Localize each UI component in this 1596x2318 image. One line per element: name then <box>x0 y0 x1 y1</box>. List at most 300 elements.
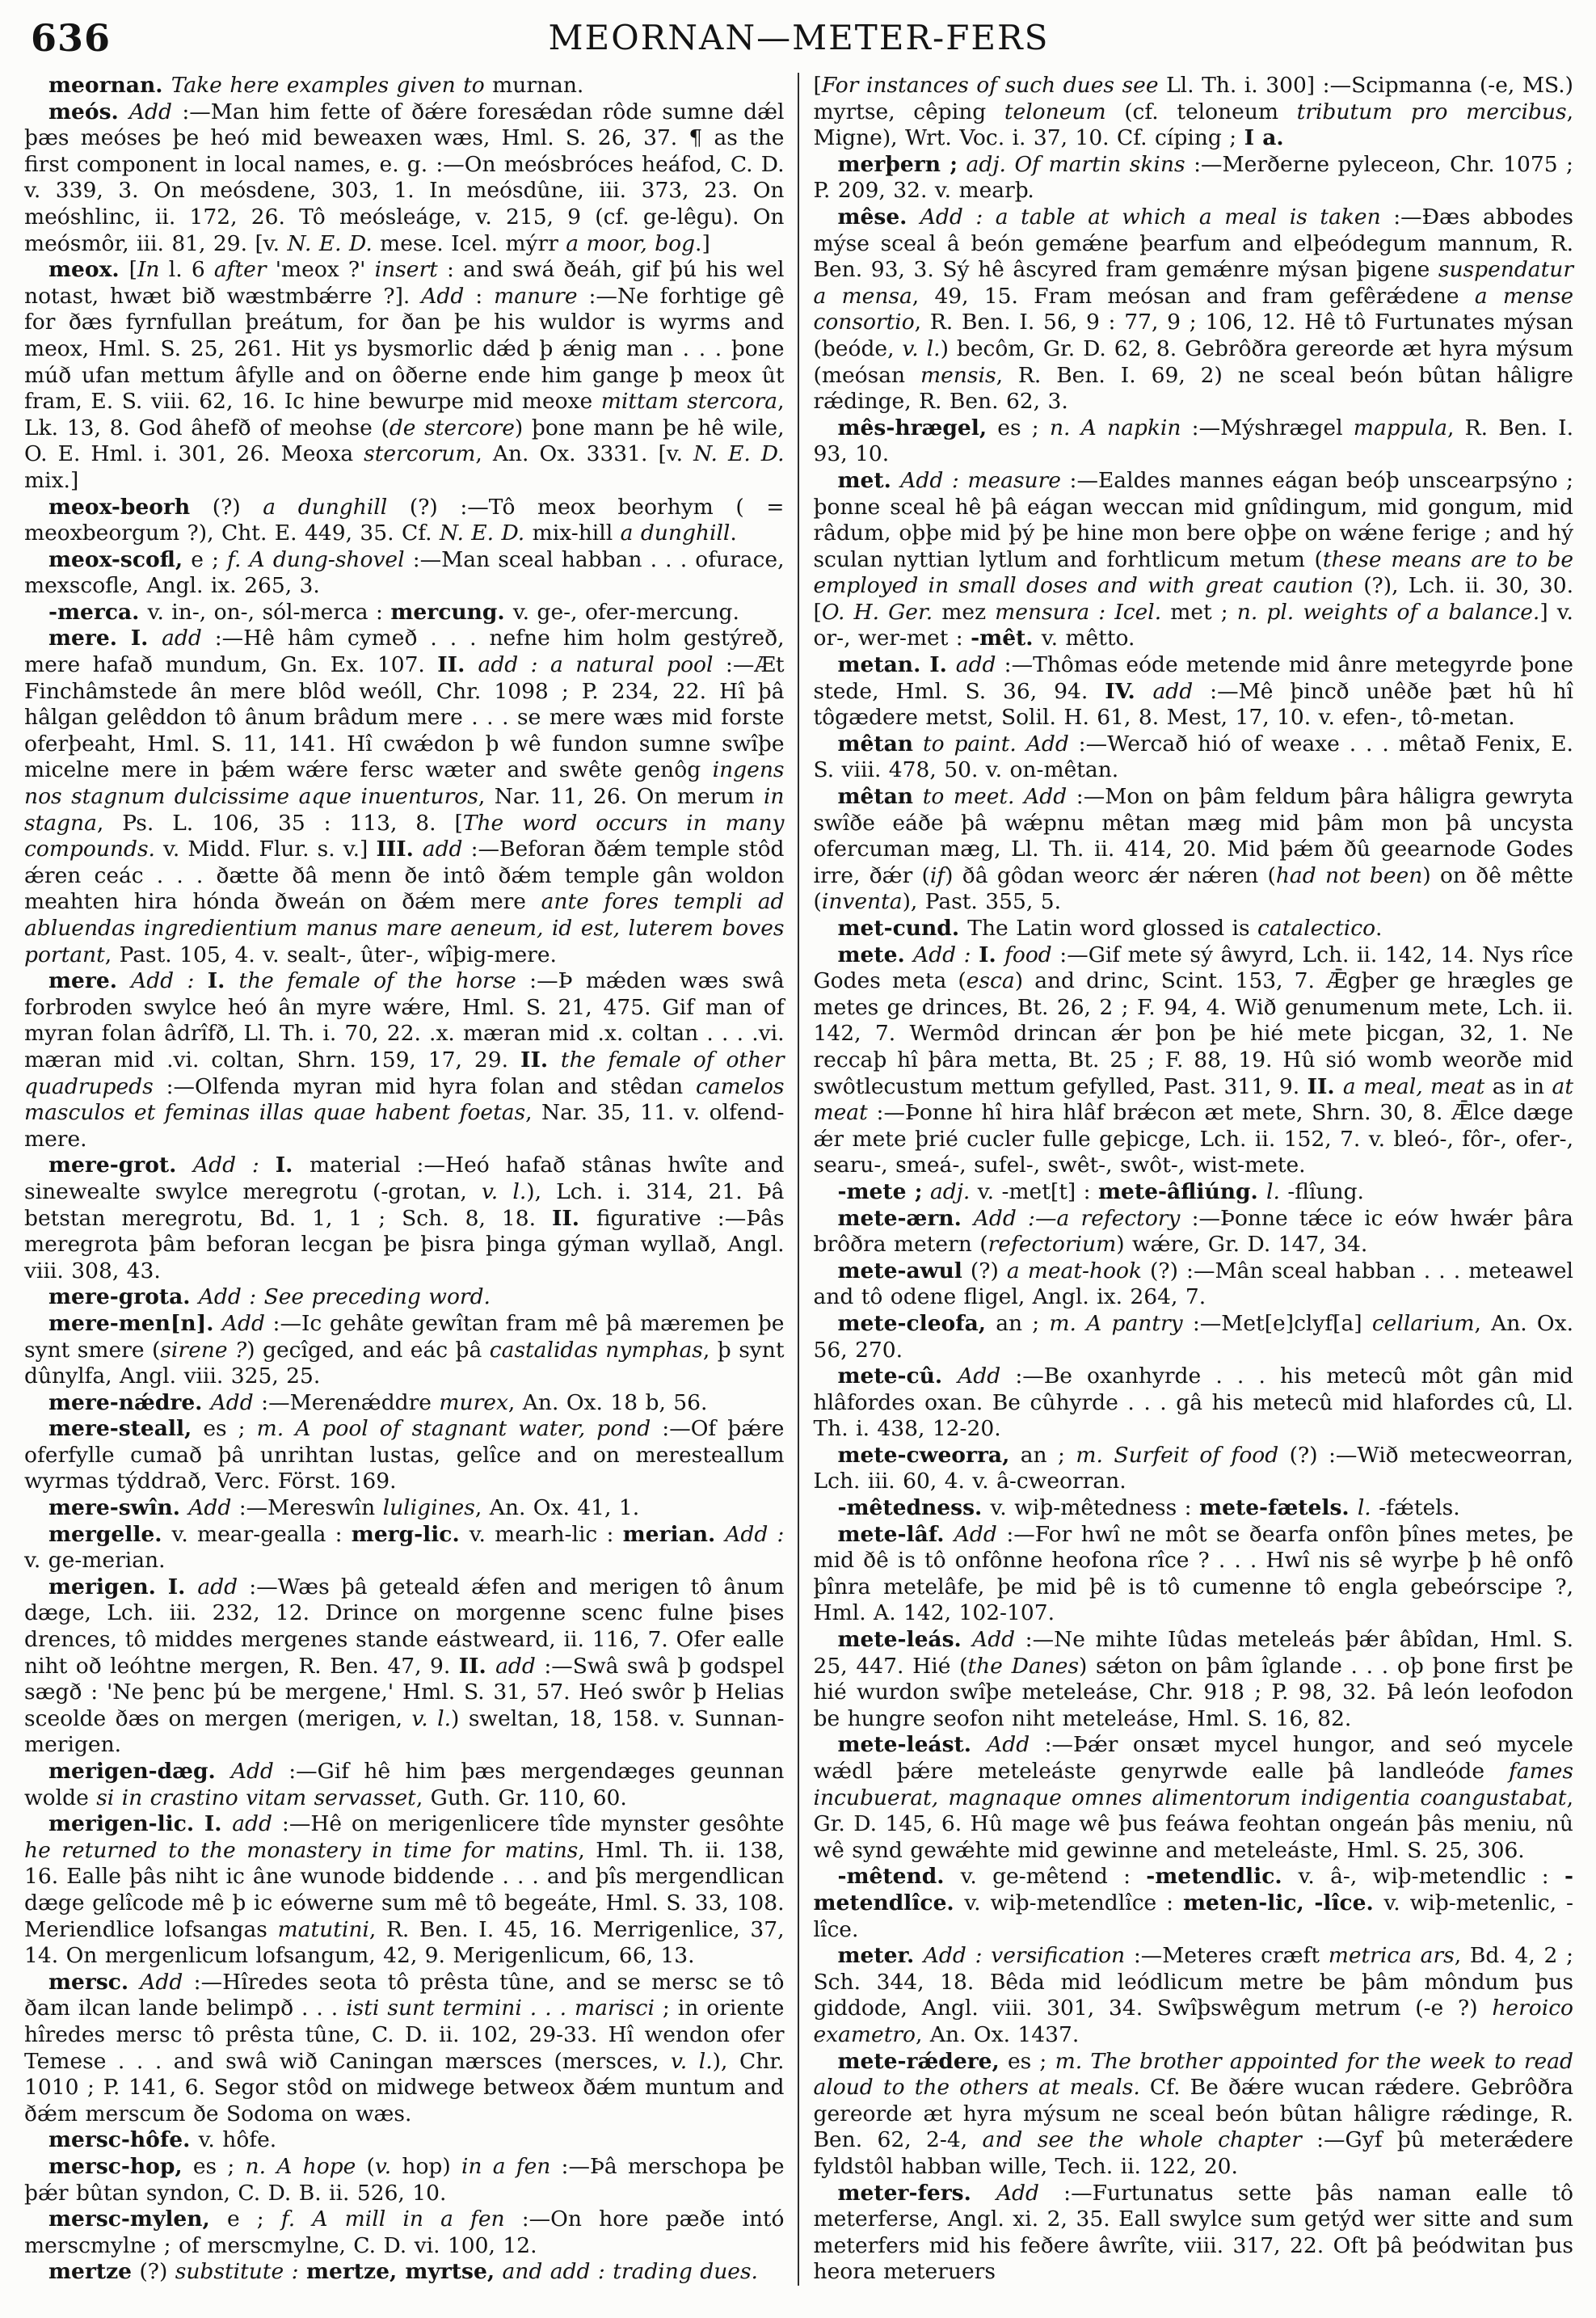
text-run: in stagna <box>24 784 785 836</box>
text-run: luligines <box>382 1495 475 1521</box>
text-run: suspendatur a mensa <box>813 257 1573 309</box>
text-run: Add <box>958 1363 1001 1389</box>
text-run: ) on ðê mêtte ( <box>813 862 1573 915</box>
text-run: n. A napkin <box>1049 415 1181 440</box>
text-run: n. pl. weights of a balance. <box>1236 599 1540 625</box>
left-column <box>24 73 798 2286</box>
text-run: , R. Ben. I. 93, 10. <box>813 415 1573 467</box>
text-run: Add : measure <box>900 467 1061 493</box>
text-run: to paint. Add <box>913 731 1069 757</box>
text-run: Add : <box>913 942 979 967</box>
text-run: merian. <box>622 1521 726 1547</box>
text-run: II. <box>437 652 478 678</box>
text-run: (?) :—Wið metecweorran, Lch. iii. 60, 4. v. â-cweorran. <box>813 1442 1573 1494</box>
text-run: the female of the horse <box>238 968 516 994</box>
dictionary-entry <box>24 1153 785 1284</box>
text-run: 'meox ?' <box>266 257 375 283</box>
text-run: :—Þonne hî hira hlâf brǽcon æt mete, Shrn. 30, 8. Ǣlce dæge ǽr mete þrié cucler fulle geþicge, Lch. ii. 152, 7. v. bleó-, fôr-, ofer-, searu-, smeá-, sufel-, swêt-, swôt-, wist-mete. <box>813 1100 1573 1178</box>
text-run: if <box>929 862 945 888</box>
text-run: Add <box>210 1389 254 1415</box>
text-run: merigen-dæg. <box>48 1759 231 1784</box>
text-run: mix.] <box>24 467 79 493</box>
text-run: v. hôfe. <box>198 2127 277 2153</box>
text-run: ) ðâ gôdan weorc ǽr nǽren ( <box>945 862 1276 888</box>
text-run: :—Meteres cræft <box>1125 1943 1329 1969</box>
text-run: add <box>955 652 996 678</box>
text-run: merg-lic. <box>351 1521 470 1547</box>
text-run: ) and drinc, Scint. 153, 7. Ǣgþer ge hrægles ge metes ge drinces, Bt. 26, 2 ; F. 94, 4. Wið genumenum mete, Lch. ii. 142, 7. Wermôd drincan ǽr þon þe hié mete þicgan, 32, 1. Ne reccaþ hî þâra metta, Bt. 25 ; F. 88, 19. Hû sió womb weorðe mid swôtlecustum mettum gefylled, Past. 311, 9. <box>813 968 1573 1099</box>
text-run: meós. <box>48 99 129 124</box>
text-run: and see the whole chapter <box>982 2127 1302 2153</box>
text-run: (?), Lch. ii. 30, 30. [ <box>813 573 1573 625</box>
text-run: ), Past. 355, 5. <box>902 889 1061 915</box>
text-run: Add : <box>193 1153 276 1178</box>
text-run: ; in oriente hîredes mersc tô prêsta tûne, C. D. ii. 102, 29-33. Hî wendon ofer Temese . . . and swâ wið Caningan mærsces (mersces, <box>24 1996 785 2074</box>
dictionary-entry <box>24 1522 785 1574</box>
text-run: , An. Ox. 3331. [v. <box>475 441 694 467</box>
text-run: -metendlîce. <box>813 1864 1573 1916</box>
text-run: es ; <box>192 1416 257 1442</box>
text-run: ) sweltan, 18, 158. v. Sunnan-merigen. <box>24 1705 785 1758</box>
text-columns <box>24 73 1573 2286</box>
text-run: Add <box>996 2180 1039 2206</box>
dictionary-entry <box>814 1864 1574 1943</box>
dictionary-entry <box>24 600 785 626</box>
dictionary-entry <box>24 1416 785 1495</box>
text-run: , R. Ben. I. 45, 16. Merrigenlice, 37, 14. On mergenlicum lofsangum, 42, 9. Merigenlicum, 66, 13. <box>24 1916 785 1969</box>
text-run: II. <box>552 1205 596 1231</box>
text-run: ( <box>356 2153 375 2179</box>
text-run: :—On hore pæðe intó merscmylne ; of merscmylne, C. D. vi. 100, 12. <box>24 2206 785 2258</box>
text-run: v. mear-gealla : <box>171 1521 352 1547</box>
text-run: catalectico <box>1257 916 1376 941</box>
text-run: n. A hope <box>245 2153 356 2179</box>
dictionary-entry <box>814 1627 1574 1732</box>
dictionary-entry <box>814 468 1574 652</box>
text-run: :—Þ mǽden wæs swâ forbroden swylce heó ân myre wǽre, Hml. S. 21, 475. Gif man of myran folan âdrîfð, Ll. Th. i. 70, 22. .x. mæran mid .x. coltan . . . .vi. mæran mid .vi. coltan, Shrn. 159, 17, 29. <box>24 968 785 1073</box>
text-run: a meat-hook <box>1006 1258 1142 1283</box>
text-run: O. H. Ger. <box>821 599 933 625</box>
text-run: m. Surfeit of food <box>1076 1442 1279 1468</box>
text-run: hop) <box>391 2153 461 2179</box>
text-run: m. A pantry <box>1049 1310 1183 1336</box>
text-run: N. E. D. <box>439 520 525 546</box>
text-run: ) becôm, Gr. D. 62, 8. Gebrôðra gereorde æt hyra mýsum (meósan <box>813 335 1574 388</box>
text-run: a moor, bog <box>566 230 696 256</box>
text-run: Add <box>188 1495 232 1521</box>
text-run: mez <box>933 599 996 625</box>
text-run: :—Merðerne pyleceon, Chr. 1075 ; P. 209, 32. v. mearþ. <box>813 151 1573 204</box>
text-run: met-cund. <box>837 916 968 941</box>
text-run: Ll. Th. i. 300] :—Scipmanna (-e, MS.) myrtse, cêping <box>813 73 1573 124</box>
text-run: , Nar. 11, 26. On merum <box>478 784 764 810</box>
text-run: teloneum <box>1004 99 1106 124</box>
text-run: Add : <box>131 968 208 994</box>
text-run: meter. <box>837 1943 924 1969</box>
text-run: II. <box>458 1653 496 1679</box>
dictionary-entry <box>814 1443 1574 1495</box>
text-run: met. <box>837 467 901 493</box>
text-run: merigen. I. <box>48 1574 198 1599</box>
text-run: mete-âfliúng. <box>1097 1178 1266 1204</box>
dictionary-entry <box>814 1258 1574 1311</box>
text-run: mêtan <box>837 731 914 757</box>
text-run: food <box>1004 942 1052 967</box>
text-run: tributum pro mercibus <box>1296 99 1567 124</box>
text-run: . <box>1375 916 1383 941</box>
text-run: add : a natural pool <box>478 652 714 678</box>
text-run: :—Þonne tǽce ic eów hwǽr þâra brôðra metern ( <box>813 1205 1573 1258</box>
dictionary-entry <box>814 1311 1574 1363</box>
text-run: mete-cû. <box>837 1363 958 1389</box>
dictionary-entry <box>814 2049 1574 2181</box>
text-run: :—Æt Finchâmstede ân mere blôd weóll, Chr. 1098 ; P. 234, 22. Hî þâ hâlgan gelêddon tô ânum brâdum mere . . . se mere wæs mid forste oferþeaht, Hml. S. 11, 141. Hî cwǽdon þ wê fundon sumne swîþe micelne mere in þǽm wǽre fersc wæter and swête genôg <box>24 652 785 783</box>
text-run: l. <box>1357 1495 1371 1521</box>
text-run: cellarium <box>1371 1310 1475 1336</box>
text-run: add <box>1152 678 1194 704</box>
dictionary-entry <box>814 1206 1574 1258</box>
text-run: mêtan <box>837 784 914 810</box>
text-run: mensis <box>920 362 996 388</box>
text-run: , Ps. L. 106, 35 : 113, 8. [ <box>96 810 463 836</box>
text-run: mete-awul <box>837 1258 962 1283</box>
text-run: matutini <box>277 1916 369 1942</box>
text-run: e ; <box>209 2206 281 2232</box>
text-run: ingens nos stagnum dulcissime aque inuenturos <box>24 757 785 810</box>
text-run: v. wiþ-mêtedness : <box>990 1495 1200 1521</box>
text-run: :—Mýshrægel <box>1181 415 1354 440</box>
text-run: Take here examples given to <box>171 73 493 98</box>
text-run: Add :—a refectory <box>973 1205 1181 1231</box>
text-run: de stercore <box>389 415 515 440</box>
text-run: v. <box>374 2153 392 2179</box>
text-run: mix-hill <box>524 520 621 546</box>
text-run: Add <box>140 1969 183 1995</box>
text-run: metan. I. <box>837 652 956 678</box>
text-run: Add : a table at which a meal is taken <box>920 204 1381 230</box>
text-run: :—Gif hê him þæs mergendæges geunnan wolde <box>24 1759 785 1810</box>
text-run: :—Man sceal habban . . . ofurace, mexscofle, Angl. ix. 265, 3. <box>24 546 785 599</box>
text-run: add <box>232 1811 272 1837</box>
text-run: Icel. <box>1114 599 1162 625</box>
text-run: mete-cleofa, <box>837 1310 987 1336</box>
text-run: after <box>213 257 267 283</box>
text-run: -metendlic. <box>1146 1864 1299 1890</box>
text-run: mês-hrægel, <box>837 415 987 440</box>
page-header <box>24 11 1573 61</box>
text-run: ), Chr. 1010 ; P. 141, 6. Segor stôd on midwege betweox ðǽm muntum and ðǽm merscum ðe Sodoma on wæs. <box>24 2048 785 2126</box>
text-run: [ <box>813 73 822 98</box>
text-run: , Nar. 35, 11. v. olfend-mere. <box>24 1100 785 1152</box>
text-run: Add : <box>725 1521 785 1547</box>
text-run: :—Swâ swâ þ godspel sægð : 'Ne þenc þú be mergene,' Hml. S. 31, 57. Heó swôr þ Helias sceolde ðæs on mergen (merigen, <box>24 1653 785 1731</box>
text-run: :—Þǽr onsæt mycel hungor, and seó mycele wǽdl þǽre meteleáste genyrwde ealle þâ landleóde <box>813 1732 1573 1784</box>
text-run: -flîung. <box>1279 1178 1364 1204</box>
dictionary-entry <box>814 415 1574 468</box>
text-run: , Migne), Wrt. Voc. i. 37, 10. Cf. cíping ; <box>813 99 1574 151</box>
text-run: In <box>137 257 160 283</box>
text-run: mersc-hop, <box>48 2153 183 2179</box>
text-run: mergelle. <box>48 1521 172 1547</box>
text-run: (cf. teloneum <box>1105 99 1297 124</box>
text-run: :—Man him fette of ðǽre foresǽdan rôde sumne dǽl þæs meóses þe heó mid beweaxen wæs, Hml. S. 26, 37. ¶ as the first component in local names, e. g. :—On meósbróces heáfod, C. D. v. 339, 3. On meósdene, 303, 1. In meósdûne, iii. 373, 23. On meóshlinc, ii. 172, 26. Tô meósleáge, v. 215, 9 (cf. ge-lêgu). On meósmôr, iii. 81, 29. [v. <box>24 99 785 256</box>
text-run: es ; <box>182 2153 246 2179</box>
text-run: , 49, 15. Fram meósan and fram gefêrǽdene <box>912 283 1475 309</box>
text-run: :—Hîredes seota tô prêsta tûne, and se mersc se tô ðam ilcan lande belimpð . . . <box>24 1969 785 2021</box>
text-run: II. <box>520 1047 561 1073</box>
text-run: For instances of such dues see <box>821 73 1159 98</box>
text-run: v. mêtto. <box>1041 626 1135 651</box>
dictionary-entry <box>814 916 1574 942</box>
text-run: f. A mill in a fen <box>280 2206 505 2232</box>
text-run: m. The brother appointed for the week to read aloud to the others at meals. <box>813 2048 1573 2101</box>
dictionary-entry <box>814 942 1574 1179</box>
text-run: f. A dung-shovel <box>227 546 405 572</box>
text-run: , An. Ox. 56, 270. <box>813 1310 1573 1363</box>
text-run: isti sunt termini . . . marisci <box>346 1996 655 2021</box>
text-run: -mêtedness. <box>837 1495 991 1521</box>
text-run: mere-nǽdre. <box>48 1389 211 1415</box>
text-run: as in <box>1484 1073 1552 1099</box>
text-run: metrica ars <box>1328 1943 1455 1969</box>
text-run: -mete ; <box>837 1178 923 1204</box>
dictionary-entry <box>24 1284 785 1311</box>
text-run: manure <box>494 283 578 309</box>
text-run: :—Wæs þâ geteald ǽfen and merigen tô ânum dæge, Lch. iii. 232, 12. Drince on morgenne scenc fulne þises drences, tô middes mergenes stande eástweard, ii. 116, 7. Ofer ealle niht oð leóhtne mergen, R. Ben. 47, 9. <box>24 1574 785 1679</box>
text-run: he returned to the monastery in time for matins <box>24 1837 579 1863</box>
text-run: The Latin word glossed is <box>967 916 1258 941</box>
text-run: the female of other quadrupeds <box>24 1047 785 1099</box>
text-run: si in crastino vitam servasset <box>96 1785 416 1810</box>
dictionary-entry <box>814 1179 1574 1206</box>
text-run: mertze <box>48 2259 133 2285</box>
text-run: ) gecîged, and eác þâ <box>246 1337 490 1363</box>
text-run: Cf. Be ðǽre wucan rǽdere. Gebrôðra gereorde æt hyra mýsum ne sceal beón bûtan hâligre rǽdinge, R. Ben. 62, 2-4, <box>813 2075 1573 2153</box>
text-run: [ <box>128 257 137 283</box>
text-run: met ; <box>1161 599 1237 625</box>
text-run: a dunghill <box>620 520 731 546</box>
text-run: Add <box>987 1732 1030 1758</box>
text-run: mittam stercora <box>600 389 778 415</box>
dictionary-entry <box>24 968 785 1153</box>
text-run: : <box>464 283 495 309</box>
text-run: Add <box>128 99 172 124</box>
text-run: v. -met[t] : <box>970 1178 1098 1204</box>
text-run: :—Gif mete sý âwyrd, Lch. ii. 142, 14. Nys rîce Godes meta ( <box>813 942 1573 994</box>
text-run: add <box>495 1653 536 1679</box>
text-run: :—Mê þincð unêðe þæt hû hî tôgædere metst, Solil. H. 61, 8. Mest, 17, 10. v. efen-, tô-metan. <box>813 678 1573 731</box>
dictionary-entry <box>814 73 1574 152</box>
text-run: merþern ; <box>837 151 958 177</box>
text-run: meox. <box>48 257 129 283</box>
dictionary-entry <box>814 652 1574 731</box>
text-run: heroico exametro <box>813 1996 1573 2047</box>
text-run: add <box>197 1574 238 1599</box>
text-run: v. l. <box>411 1705 452 1731</box>
text-run: mete-ærn. <box>837 1205 974 1231</box>
text-run: IV. <box>1105 678 1153 704</box>
text-run: I a. <box>1244 125 1284 151</box>
dictionary-entry <box>24 1759 785 1811</box>
dictionary-entry <box>814 731 1574 784</box>
text-run: mete-lâf. <box>837 1521 954 1547</box>
text-run: to meet. Add <box>913 784 1068 810</box>
text-run: :—Of þǽre oferfylle cumað þâ unrihtan lustas, gelîce and on meresteallum wyrmas týddrað, Verc. Först. 169. <box>24 1416 785 1494</box>
text-run: :—Furtunatus sette þâs naman ealle tô meterferse, Angl. xi. 2, 35. Eall swylce sum getýd wer sitte and sum meterfers mid his feðere âwrîte, viii. 317, 22. Oft þâ þeódwitan þus heora meteruers <box>813 2180 1573 2285</box>
text-run: :—Ealdes mannes eágan beóþ unscearpsýno ; þonne sceal hê þâ eágan weccan mid gnîdingum, mid gongum, mid râdum, oþþe mid þý þe hine mon bere oþþe on wǽne ferige ; and hý sculan nyttian lytlum and forhtlicum metum ( <box>813 467 1574 572</box>
text-run: meten-lic, -lîce. <box>1182 1890 1384 1916</box>
text-run: v. l. <box>481 1178 527 1204</box>
text-run: mappula <box>1353 415 1447 440</box>
text-run: II. <box>1307 1073 1343 1099</box>
text-run: , Bd. 4, 2 ; Sch. 344, 18. Bêda mid leódlicum metre be þâm môndum þus giddode, Angl. viii. 301, 34. Swîþswêgum metrum (-e ?) <box>813 1943 1574 2021</box>
text-run: v. ge-merian. <box>24 1548 166 1574</box>
dictionary-entry <box>814 1495 1574 1522</box>
text-run: N. E. D. <box>693 441 785 467</box>
text-run: mere-swîn. <box>48 1495 189 1521</box>
dictionary-entry <box>814 204 1574 415</box>
text-run: fames incubuerat, magnaque omnes alimentorum indigentia coangustabat <box>813 1759 1573 1810</box>
text-run: (?) :—Tô meox beorhym ( = meoxbeorgum ?), Cht. E. 449, 35. Cf. <box>24 494 785 546</box>
text-run: v. ge-mêtend : <box>960 1864 1147 1890</box>
text-run: -fǽtels. <box>1371 1495 1460 1521</box>
dictionary-entry <box>814 784 1574 916</box>
text-run: mere-steall, <box>48 1416 192 1442</box>
text-run: mere-grota. <box>48 1284 199 1310</box>
text-run: meox-scofl, <box>48 546 183 572</box>
text-run: :—Beforan ðǽm temple stôd ǽren ceác . . . ðætte ðâ menn ðe intô ðǽm temple gân woldon meahten hira hónda ðweán on ðǽm mere <box>24 837 785 915</box>
text-run: merigen-lic. I. <box>48 1811 233 1837</box>
text-run: :—Olfenda myran mid hyra folan and stêdan <box>153 1073 697 1099</box>
text-run: mese. Icel. mýrr <box>372 230 566 256</box>
text-run: I. <box>207 968 239 994</box>
text-run: :—Mon on þâm feldum þâra hâligra gewryta swîðe eáðe þâ wǽpnu mêtan mæg mid þâm mon þâ uncysta ofercuman mæg, Ll. Th. ii. 414, 20. Mid þǽm ðû geearnode Godes irre, ðǽr ( <box>813 784 1573 888</box>
text-run: , R. Ben. I. 56, 9 : 77, 9 ; 106, 12. Hê tô Furtunates mýsan (beóde, <box>813 310 1573 361</box>
text-run: mersc-hôfe. <box>48 2127 199 2153</box>
dictionary-entry <box>814 1522 1574 1627</box>
text-run: mersc-mylen, <box>48 2206 210 2232</box>
text-run <box>1105 600 1114 625</box>
text-run: N. E. D. <box>287 230 373 256</box>
text-run: , An. Ox. 41, 1. <box>474 1495 640 1521</box>
text-run: mertze, myrtse, <box>305 2259 495 2285</box>
text-run: Add <box>972 1627 1016 1653</box>
text-run: (?) :—Mân sceal habban . . . meteawel and tô odene fligel, Angl. ix. 264, 7. <box>813 1258 1573 1310</box>
text-run: I. <box>275 1153 310 1178</box>
text-run: v. l. <box>902 335 941 361</box>
text-run: in a fen <box>461 2153 551 2179</box>
dictionary-entry <box>24 2127 785 2154</box>
text-run: v. in-, on-, sól-merca : <box>147 599 391 625</box>
text-run: adj. Of martin skins <box>958 151 1185 177</box>
text-run: :—Ðæs abbodes mýse sceal â beón gemǽne þearfum and elþeódegum mannum, R. Ben. 93, 3. Sý hê âscyred fram gemǽnre mýsan þigene <box>813 204 1573 283</box>
text-run: :—Gyf þû meterǽdere fyldstôl habban wille, Tech. ii. 122, 20. <box>813 2127 1573 2179</box>
text-run: , Past. 105, 4. v. sealt-, ûter-, wîþig-mere. <box>104 942 557 967</box>
text-run: I. <box>979 942 1005 967</box>
dictionary-entry <box>24 2206 785 2259</box>
dictionary-entry <box>24 1390 785 1417</box>
text-run: -merca. <box>48 599 148 625</box>
text-run: , Lk. 13, 8. God âhefð of meohse ( <box>24 389 785 440</box>
text-run: murex <box>439 1389 508 1415</box>
text-run: v. wiþ-metenlic, -lîce. <box>813 1890 1573 1942</box>
text-run: meox-beorh <box>48 494 191 520</box>
text-run: substitute : <box>175 2259 306 2285</box>
text-run: sirene ? <box>160 1337 247 1363</box>
text-run: adj. <box>922 1178 971 1204</box>
text-run: mete-fætels. <box>1199 1495 1358 1521</box>
text-run: m. A pool of stagnant water, pond <box>256 1416 651 1442</box>
text-run: es ; <box>999 2048 1055 2074</box>
dictionary-entry <box>814 1732 1574 1864</box>
text-run: add <box>162 626 202 651</box>
dictionary-entry <box>814 152 1574 204</box>
dictionary-entry <box>24 1574 785 1759</box>
text-run: mensura : <box>995 599 1106 625</box>
text-run: :—Met[e]clyf[a] <box>1182 1310 1372 1336</box>
text-run: an ; <box>1009 1442 1076 1468</box>
text-run: meter-fers. <box>837 2180 996 2206</box>
text-run: castalidas nymphas <box>489 1337 703 1363</box>
dictionary-entry <box>24 1970 785 2128</box>
dictionary-entry <box>24 99 785 258</box>
text-run: v. Midd. Flur. s. v.] <box>154 837 377 862</box>
text-run: , Hml. Th. ii. 138, 16. Ealle þâs niht ic âne wunode biddende . . . and þîs mergendlican dæge gelîcode mê þ ic eówerne sum mê tô begeáte, Hml. S. 33, 108. Meriendlice lofsangas <box>24 1837 785 1942</box>
dictionary-entry <box>24 547 785 600</box>
right-column <box>799 73 1574 2286</box>
text-run: meornan. <box>48 73 171 98</box>
text-run: :—Ne forhtige gê for ðæs fyrnfullan þreátum, for ðan þe his wuldor is wyrms and meox, Hml. S. 25, 261. Hit ys bysmorlic dǽd þ ǽnig man . . . þone múð ufan mettum âfylle and on ôðerne ende him gange þ meox ût fram, E. S. viii. 62, 16. Ic hine bewurpe mid meoxe <box>24 283 785 415</box>
text-run: Add <box>221 1310 265 1336</box>
text-run: Add : versification <box>923 1943 1126 1969</box>
running-head: MEORNAN—METER-FERS <box>548 18 1050 57</box>
text-run: , Gr. D. 145, 6. Hû mage wê þus feáwa feohtan ongeán þâs meniu, nû wê synd gewǽhte mid gewinne and meteleáste, Hml. S. 25, 306. <box>813 1785 1573 1863</box>
text-run: inventa <box>821 889 903 915</box>
page-number: 636 <box>31 16 112 60</box>
dictionary-entry <box>814 1943 1574 2048</box>
dictionary-entry <box>24 2154 785 2206</box>
text-run: :—Thômas eóde metende mid ânre metegyrde þone stede, Hml. S. 36, 94. <box>813 652 1573 704</box>
text-run: murnan. <box>492 73 584 98</box>
text-run: Add : See preceding word. <box>198 1284 491 1310</box>
text-run: III. <box>376 837 423 862</box>
text-run: (?) <box>962 1258 1007 1283</box>
text-run: (?) <box>190 494 263 520</box>
text-run: v. mearh-lic : <box>469 1521 623 1547</box>
text-run: had not been <box>1275 862 1423 888</box>
text-run: , Guth. Gr. 110, 60. <box>415 1785 627 1810</box>
text-run: figurative :—Þâs meregrota þâm beforan lecgan þe þisra þinga gýman wyllað, Angl. viii. 308, 43. <box>24 1205 785 1283</box>
text-run: v. l. <box>670 2048 713 2074</box>
text-run: : and swá ðeáh, gif þú his wel notast, hwæt bið wæstmbǽrre ?]. <box>24 257 785 309</box>
dictionary-entry <box>814 1363 1574 1443</box>
text-run: Add <box>230 1759 274 1784</box>
text-run: Add <box>421 283 465 309</box>
text-run: stercorum <box>364 441 476 467</box>
text-run: -mêtend. <box>837 1864 961 1890</box>
text-run: :—Be oxanhyrde . . . his metecû môt gân mid hlâfordes oxan. Be cûhyrde . . . gâ his metecû mid hlafordes cû, Ll. Th. i. 438, 12-20. <box>813 1363 1573 1442</box>
text-run: :—Hê hâm cymeð . . . nefne him holm gestýreð, mere hafað mundum, Gn. Ex. 107. <box>24 626 785 678</box>
text-run: ) wǽre, Gr. D. 147, 34. <box>1116 1232 1368 1258</box>
text-run: , An. Ox. 1437. <box>916 2021 1080 2047</box>
text-run: mete-leás. <box>837 1627 973 1653</box>
text-run: add <box>422 837 463 862</box>
text-run: a dunghill <box>263 494 388 520</box>
text-run: e ; <box>183 546 228 572</box>
text-run: a mense consortio <box>813 283 1574 335</box>
text-run: ) sǽton on þâm îglande . . . oþ þone first þe hié wurdon swîþe meteleáse, Chr. 918 ; P. 98, 32. Þâ león leofodon be hungre seofon niht meteleáse, Hml. S. 16, 82. <box>813 1653 1573 1731</box>
text-run: :—Hê on merigenlicere tîde mynster gesôhte <box>272 1811 785 1837</box>
